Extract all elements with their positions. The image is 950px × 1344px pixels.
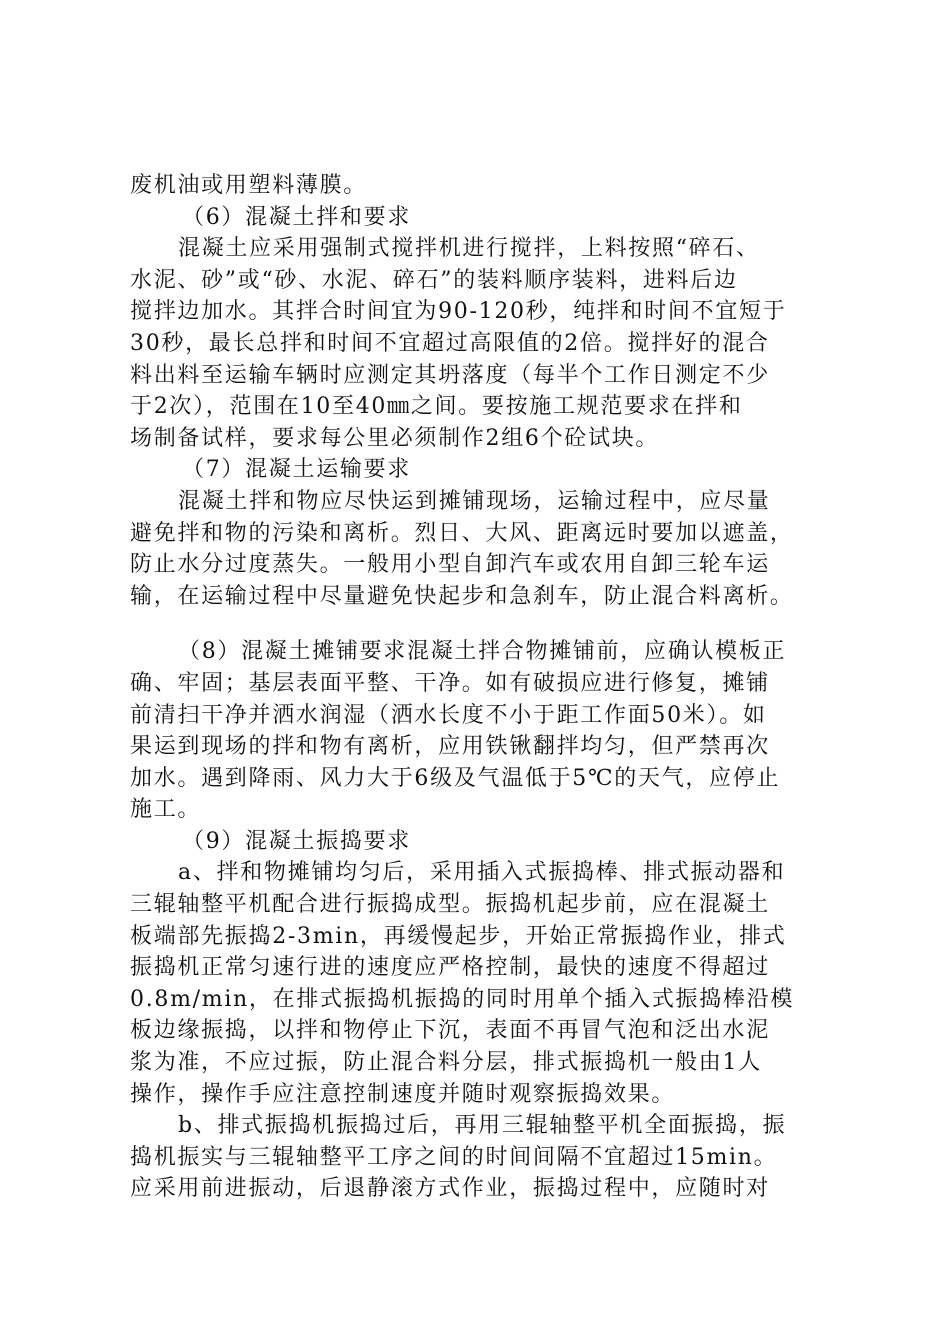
- text-block: [130, 170, 830, 202]
- paragraph-gap: [130, 612, 830, 636]
- text-line: 应采用前进振动，后退静滚方式作业，振捣过程中，应随时对: [130, 1176, 770, 1202]
- text-line: 水泥、砂”或“砂、水泥、碎石”的装料顺序装料，进料后边: [130, 267, 738, 293]
- text-line: 浆为准，不应过振，防止混合料分层，排式振捣机一般由1人: [130, 1050, 762, 1076]
- text-line: 板边缘振捣，以拌和物停止下沉，表面不再冒气泡和泛出水泥: [130, 1018, 770, 1044]
- text-line: 板端部先振捣2-3min，再缓慢起步，开始正常振捣作业，排式: [130, 923, 787, 949]
- section-heading: [130, 454, 830, 486]
- paragraph: [130, 1110, 830, 1205]
- section-heading: [130, 202, 830, 234]
- text-line: （6）混凝土拌和要求: [182, 204, 411, 230]
- text-line: 加水。遇到降雨、风力大于6级及气温低于5℃的天气，应停止: [130, 765, 781, 791]
- text-line: b、排式振捣机振捣过后，再用三辊轴整平机全面振捣，振: [178, 1113, 787, 1139]
- text-line: 果运到现场的拌和物有离析，应用铁锹翻拌均匀，但严禁再次: [130, 734, 770, 760]
- paragraph: [130, 636, 830, 826]
- text-line: 于2次），范围在10至40㎜之间。要按施工规范要求在拌和: [130, 394, 743, 420]
- paragraph: [130, 857, 830, 1110]
- text-line: （9）混凝土振捣要求: [182, 828, 411, 854]
- text-line: 三辊轴整平机配合进行振捣成型。振捣机起步前，应在混凝土: [130, 892, 770, 918]
- text-line: 0.8m/min，在排式振捣机振捣的同时用单个插入式振捣棒沿模: [130, 986, 795, 1012]
- text-line: 避免拌和物的污染和离析。烈日、大风、距离远时要加以遮盖，: [130, 520, 794, 546]
- document-page: [130, 170, 830, 1205]
- text-line: 操作，操作手应注意控制速度并随时观察振捣效果。: [130, 1081, 676, 1107]
- text-line: 混凝土应采用强制式搅拌机进行搅拌，上料按照“碎石、: [178, 236, 760, 262]
- text-line: 30秒，最长总拌和时间不宜超过高限值的2倍。搅拌好的混合: [130, 330, 770, 356]
- text-line: 捣机振实与三辊轴整平工序之间的时间间隔不宜超过15min。: [130, 1144, 778, 1170]
- text-line: （8）混凝土摊铺要求混凝土拌合物摊铺前，应确认模板正: [178, 639, 787, 665]
- section-heading: [130, 826, 830, 858]
- text-line: 混凝土拌和物应尽快运到摊铺现场，运输过程中，应尽量: [178, 488, 771, 514]
- text-line: 防止水分过度蒸失。一般用小型自卸汽车或农用自卸三轮车运: [130, 552, 770, 578]
- text-line: 场制备试样，要求每公里必须制作2组6个砼试块。: [130, 425, 660, 451]
- text-line: 输，在运输过程中尽量避免快起步和急刹车，防止混合料离析。: [130, 583, 794, 609]
- text-line: 前清扫干净并洒水润湿（洒水长度不小于距工作面50米）。如: [130, 702, 767, 728]
- paragraph: [130, 486, 830, 612]
- text-line: 振捣机正常匀速行进的速度应严格控制，最快的速度不得超过: [130, 955, 770, 981]
- paragraph: [130, 233, 830, 454]
- text-line: （7）混凝土运输要求: [182, 457, 411, 483]
- text-line: 确、牢固；基层表面平整、干净。如有破损应进行修复，摊铺: [130, 670, 770, 696]
- text-line: 施工。: [130, 797, 202, 823]
- text-line: 废机油或用塑料薄膜。: [130, 173, 368, 198]
- text-line: 搅拌边加水。其拌合时间宜为90-120秒，纯拌和时间不宜短于: [130, 299, 787, 325]
- text-line: 料出料至运输车辆时应测定其坍落度（每半个工作日测定不少: [130, 362, 770, 388]
- text-line: a、拌和物摊铺均匀后，采用插入式振捣棒、排式振动器和: [178, 860, 786, 886]
